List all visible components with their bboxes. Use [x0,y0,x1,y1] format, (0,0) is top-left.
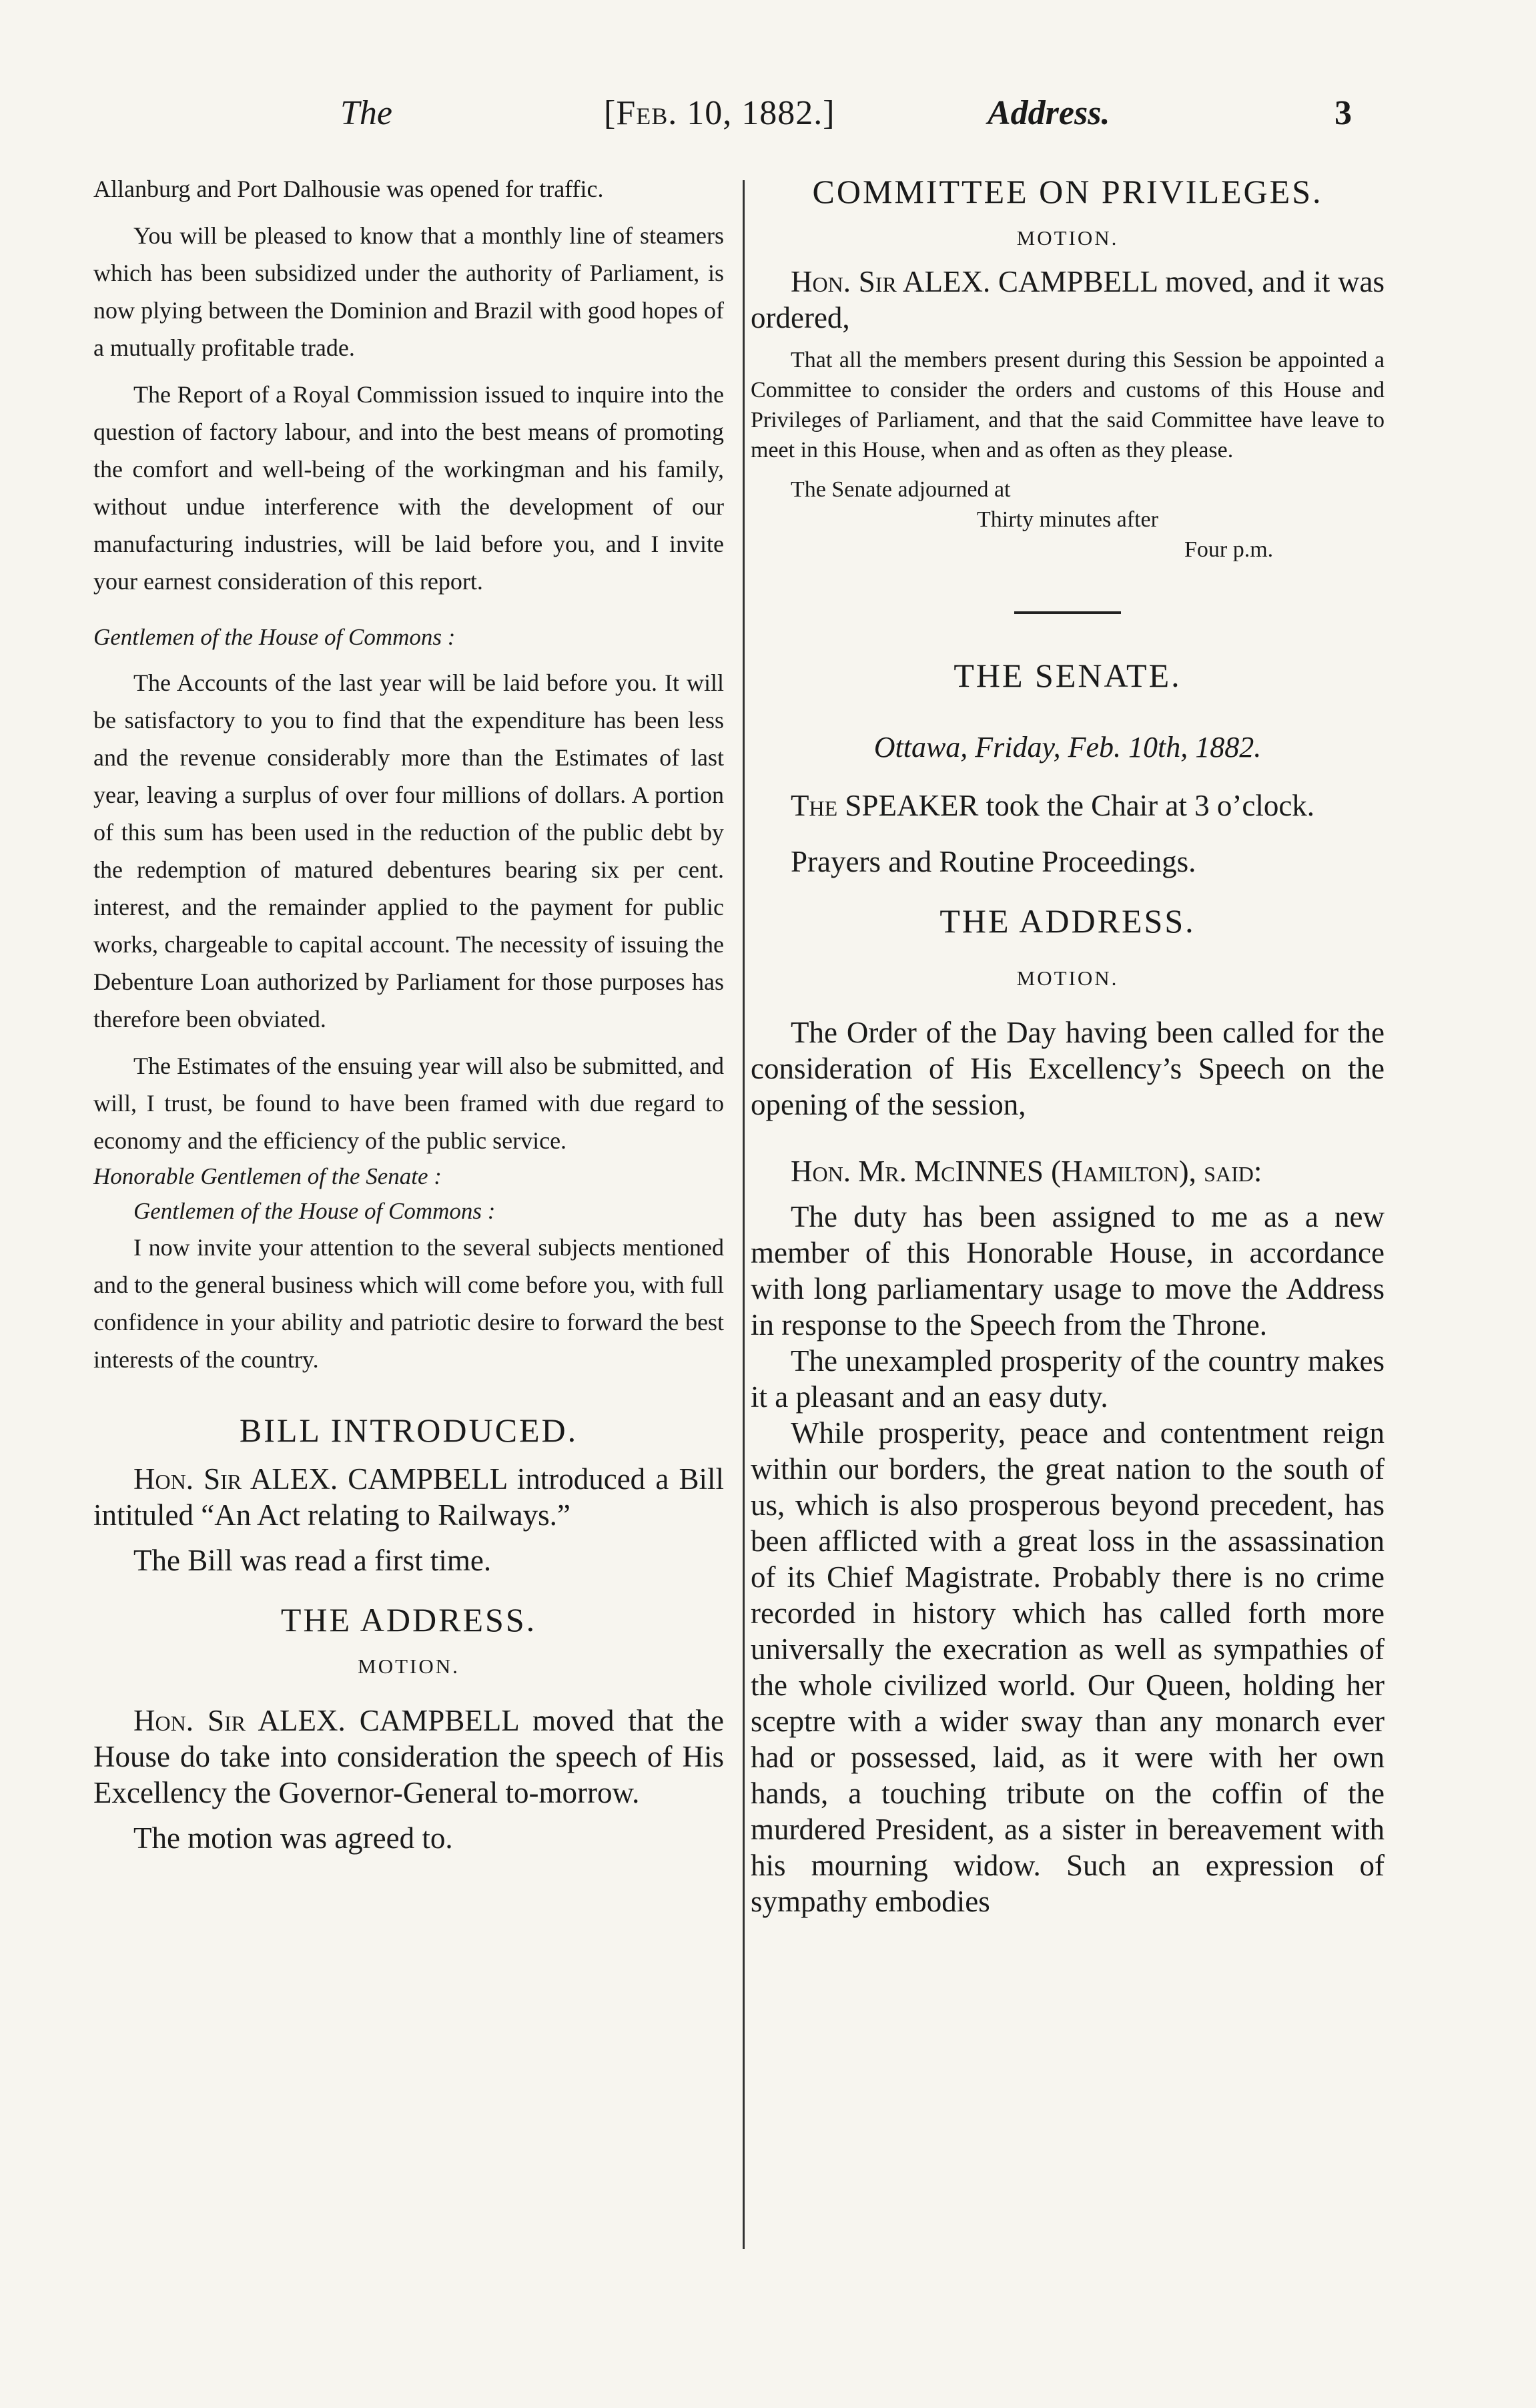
paragraph: The Report of a Royal Commission issued to inquire into the question of factory labour, and into the best means of promoting the comfort and well-being of the workingman and his family, without undue interference with the development of our manufacturing industries, will be laid before you, and I invite your earnest consideration of this report. [93,381,724,595]
paragraph [93,1461,724,1533]
left-column [93,170,724,1856]
adjournment-line: Four p.m. [1184,537,1274,562]
paragraph: While prosperity, peace and contentment reign within our borders, the great nation to the south of us, which is also prosperous beyond precedent, has been afflicted with a great loss in the assassination of its Chief Magistrate. Probably there is no crime recorded in history which has called forth more universally the execration as well as sympathies of the whole civilized world. Our Queen, holding her sceptre with a wider sway than any monarch ever had or possessed, laid, as it were with her own hands, a touching tribute on the coffin of the murdered President, as a sister in bereavement with his mourning widow. Such an expression of sympathy embodies [751,1416,1385,1918]
date-month: eb. [636,94,678,132]
column-divider [743,180,745,2249]
address-heading-commons: Gentlemen of the House of Commons : [93,624,456,650]
section-subheading: MOTION. [358,1654,460,1678]
paragraph [751,264,1385,336]
section-heading: THE SENATE. [953,657,1182,694]
paragraph-text: SPEAKER took the Chair at 3 o’clock. [845,789,1315,822]
section-subheading: MOTION. [1016,226,1119,250]
paragraph: You will be pleased to know that a monthly line of steamers which has been subsidized under the authority of Parliament, is now plying between the Dominion and Brazil with good hopes of a mutually profitable trade. [93,222,724,361]
address-heading-senate: Honorable Gentlemen of the Senate : [93,1163,442,1189]
speaker-name: ALEX. CAMPBELL [250,1462,507,1496]
section-heading: THE ADDRESS. [939,902,1196,940]
paragraph: That all the members present during this Session be appointed a Committee to consider the orders and customs of this House and Privileges of Parliament, and that the said Committee have leave to meet in this House, when and as often as they please. [751,348,1385,463]
speaker-title: The [791,789,838,822]
adjournment-line: Thirty minutes after [977,507,1158,532]
running-header-date [604,93,835,147]
speaker-name: McINNES (Hamilton), said: [914,1155,1262,1188]
section-heading: THE ADDRESS. [280,1601,537,1638]
right-column [751,170,1385,1919]
page-number: 3 [1334,94,1352,132]
speaker-title: Hon. Sir [791,265,897,298]
dateline: Ottawa, Friday, Feb. 10th, 1882. [873,731,1262,764]
speaker-name: ALEX. CAMPBELL [258,1704,519,1737]
paragraph-text: moved, and it was ordered, [751,265,1385,334]
paragraph: The Bill was read a first time. [133,1544,492,1577]
paragraph [751,1153,1385,1189]
section-subheading: MOTION. [1016,966,1119,990]
address-heading-commons: Gentlemen of the House of Commons : [133,1198,496,1224]
paragraph: I now invite your attention to the several subjects mentioned and to the general business which will come before you, with full confidence in your ability and patriotic desire to forward the best interests of the country. [93,1234,724,1373]
speaker-title: Hon. Sir [133,1462,242,1496]
speaker-title: Hon. Mr. [791,1155,907,1188]
paragraph-text: moved that the House do take into consideration the speech of His Excellency the Governor-General to-morrow. [93,1704,724,1809]
date-rest: 10, 1882.] [677,94,835,132]
paragraph: The Order of the Day having been called for the consideration of His Excellency’s Speech on the opening of the session, [751,1016,1385,1121]
paragraph: The unexampled prosperity of the country makes it a pleasant and an easy duty. [751,1344,1385,1414]
section-rule [1014,611,1121,614]
speaker-name: ALEX. CAMPBELL [903,265,1158,298]
paragraph [93,1703,724,1811]
speaker-title: Hon. Sir [133,1704,246,1737]
date-prefix: [F [604,94,637,132]
running-header-left: The [340,94,392,132]
paragraph: The Estimates of the ensuing year will also be submitted, and will, I trust, be found to have been framed with due regard to economy and the efficiency of the public service. [93,1052,724,1154]
running-header-right: Address. [988,94,1110,132]
paragraph-text: introduced a Bill intituled “An Act relating to Railways.” [93,1462,724,1532]
section-heading: COMMITTEE ON PRIVILEGES. [812,173,1323,210]
adjournment-line: The Senate adjourned at [791,477,1011,502]
section-heading: BILL INTRODUCED. [239,1412,579,1449]
paragraph: The motion was agreed to. [133,1821,453,1855]
paragraph: The duty has been assigned to me as a new member of this Honorable House, in accordance with long parliamentary usage to move the Address in response to the Speech from the Throne. [751,1200,1385,1341]
paragraph [751,788,1385,824]
paragraph: The Accounts of the last year will be laid before you. It will be satisfactory to you to find that the expenditure has been less and the revenue considerably more than the Estimates of last year, leaving a surplus of over four millions of dollars. A portion of this sum has been used in the reduction of the public debt by the redemption of matured debentures bearing six per cent. interest, and the remainder applied to the payment for public works, chargeable to capital account. The necessity of issuing the Debenture Loan authorized by Parliament for those purposes has therefore been obviated. [93,669,724,1032]
paragraph: Prayers and Routine Proceedings. [791,845,1196,878]
paragraph: Allanburg and Port Dalhousie was opened for traffic. [93,176,604,202]
